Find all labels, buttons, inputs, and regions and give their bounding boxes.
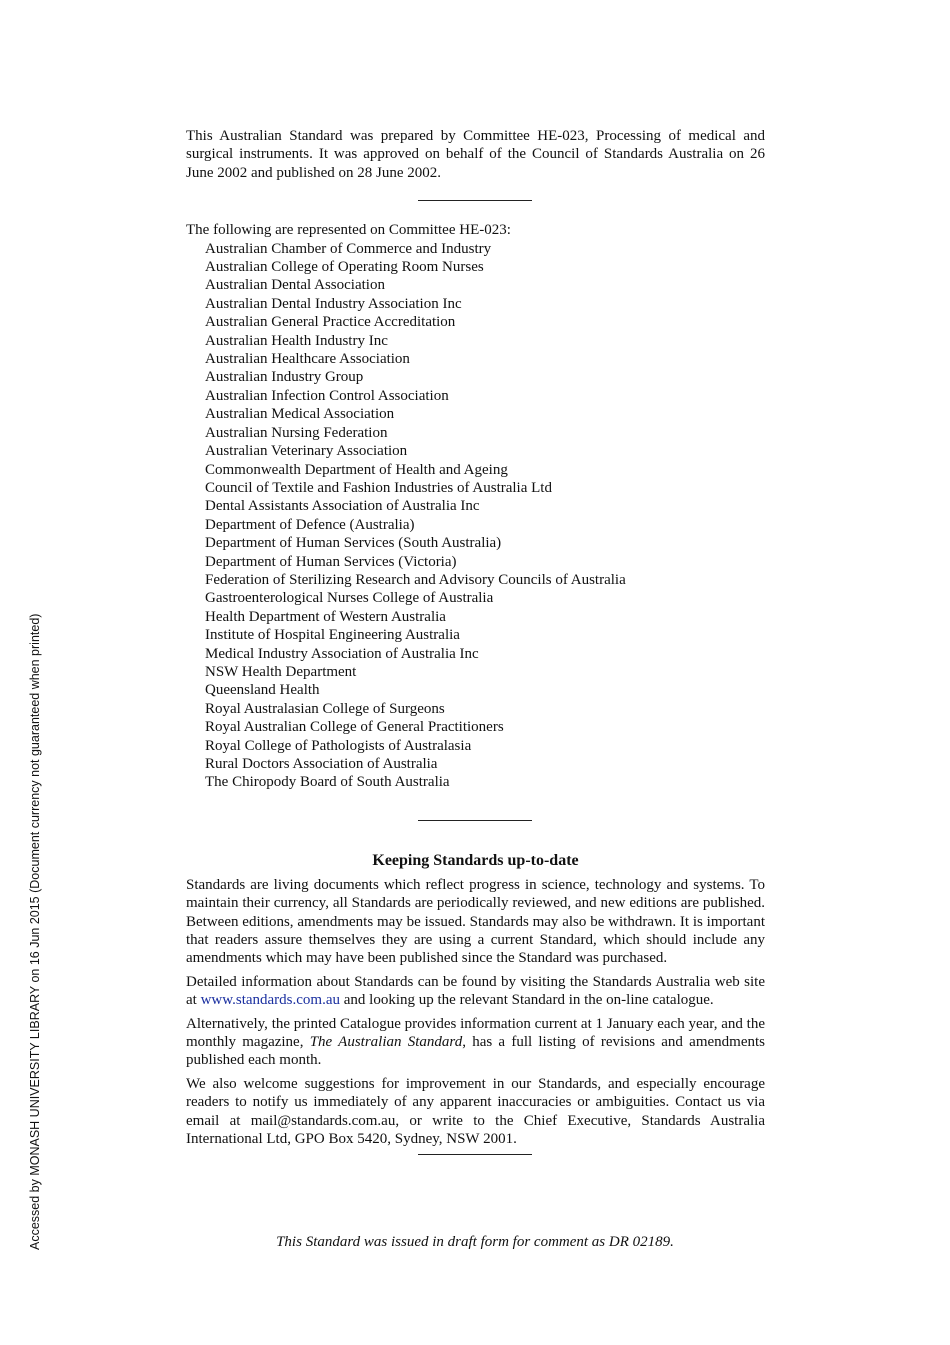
- list-item: Federation of Sterilizing Research and Advisory Councils of Australia: [205, 571, 626, 588]
- list-item: Australian Health Industry Inc: [205, 332, 388, 349]
- list-item: Council of Textile and Fashion Industries of Australia Ltd: [205, 479, 552, 496]
- magazine-title: The Australian Standard: [309, 1034, 463, 1051]
- list-item: Australian Chamber of Commerce and Industry: [205, 240, 492, 257]
- page-content: [186, 127, 765, 1155]
- list-item: Department of Defence (Australia): [205, 516, 415, 533]
- list-item: Royal Australasian College of Surgeons: [205, 700, 445, 717]
- list-item: Australian Dental Association: [205, 277, 385, 294]
- intro-paragraph: This Australian Standard was prepared by Committee HE-023, Processing of medical and surgical instruments. It was approved on behalf of the Council of Standards Australia on 26 June 2002 and published on 28 June 2002.: [186, 128, 765, 181]
- list-item: Department of Human Services (Victoria): [205, 553, 457, 570]
- list-item: Australian College of Operating Room Nurses: [205, 259, 484, 276]
- list-item: Australian Nursing Federation: [205, 424, 388, 441]
- list-item: Institute of Hospital Engineering Australia: [205, 627, 460, 644]
- section-title: Keeping Standards up-to-date: [372, 851, 579, 869]
- text-span: Alternatively, the printed Catalogue provides information current at 1 January each year, and the monthly magazine,: [186, 1015, 765, 1051]
- divider: [418, 1154, 532, 1155]
- list-item: Australian Infection Control Association: [205, 387, 449, 404]
- list-item: The Chiropody Board of South Australia: [205, 774, 450, 791]
- list-item: Health Department of Western Australia: [205, 608, 446, 625]
- list-item: Department of Human Services (South Australia): [205, 535, 502, 552]
- divider: [418, 200, 532, 201]
- keeping-paragraph-2: [186, 973, 765, 1010]
- text-span: Detailed information about Standards can be found by visiting the Standards Australia web site at: [186, 973, 765, 1009]
- list-item: Gastroenterological Nurses College of Australia: [205, 590, 494, 607]
- committee-members-list: [186, 240, 765, 792]
- access-watermark: Accessed by MONASH UNIVERSITY LIBRARY on 16 Jun 2015 (Document currency not guaranteed when printed): [28, 613, 42, 1250]
- keeping-paragraph-3: [186, 1015, 765, 1070]
- list-item: Queensland Health: [205, 682, 320, 699]
- text-span: , has a full listing of revisions and amendments published each month.: [186, 1034, 765, 1069]
- keeping-paragraph-1: Standards are living documents which reflect progress in science, technology and systems. To maintain their currency, all Standards are periodically reviewed, and new editions are published. Between editions, amendments may be issued. Standards may also be withdrawn. It is important that readers assure themselves they are using a current Standard, which should include any amendments which may have been published since the Standard was purchased.: [186, 876, 765, 967]
- list-item: Medical Industry Association of Australia Inc: [205, 645, 479, 662]
- list-item: Australian Dental Industry Association Inc: [205, 295, 462, 312]
- list-item: Australian General Practice Accreditation: [205, 314, 456, 331]
- list-item: Dental Assistants Association of Australia Inc: [205, 498, 480, 515]
- list-item: Australian Industry Group: [205, 369, 364, 386]
- list-item: Rural Doctors Association of Australia: [205, 756, 438, 772]
- list-item: Commonwealth Department of Health and Ageing: [205, 461, 508, 478]
- divider: [418, 820, 532, 821]
- keeping-paragraph-4: We also welcome suggestions for improvement in our Standards, and especially encourage readers to notify us immediately of any apparent inaccuracies or ambiguities. Contact us via email at mail@standards.com.au, or write to the Chief Executive, Standards Australia International Ltd, GPO Box 5420, Sydney, NSW 2001.: [186, 1075, 765, 1148]
- text-span: and looking up the relevant Standard in the on-line catalogue.: [340, 992, 714, 1009]
- list-item: Royal Australian College of General Practitioners: [205, 719, 504, 736]
- committee-heading: The following are represented on Committee HE-023:: [186, 222, 511, 239]
- draft-note: This Standard was issued in draft form for comment as DR 02189.: [276, 1234, 674, 1250]
- list-item: NSW Health Department: [205, 663, 357, 680]
- list-item: Australian Healthcare Association: [205, 351, 410, 368]
- list-item: Australian Veterinary Association: [205, 443, 408, 460]
- website-link[interactable]: www.standards.com.au: [200, 992, 340, 1009]
- list-item: Royal College of Pathologists of Australasia: [205, 737, 472, 754]
- list-item: Australian Medical Association: [205, 406, 395, 423]
